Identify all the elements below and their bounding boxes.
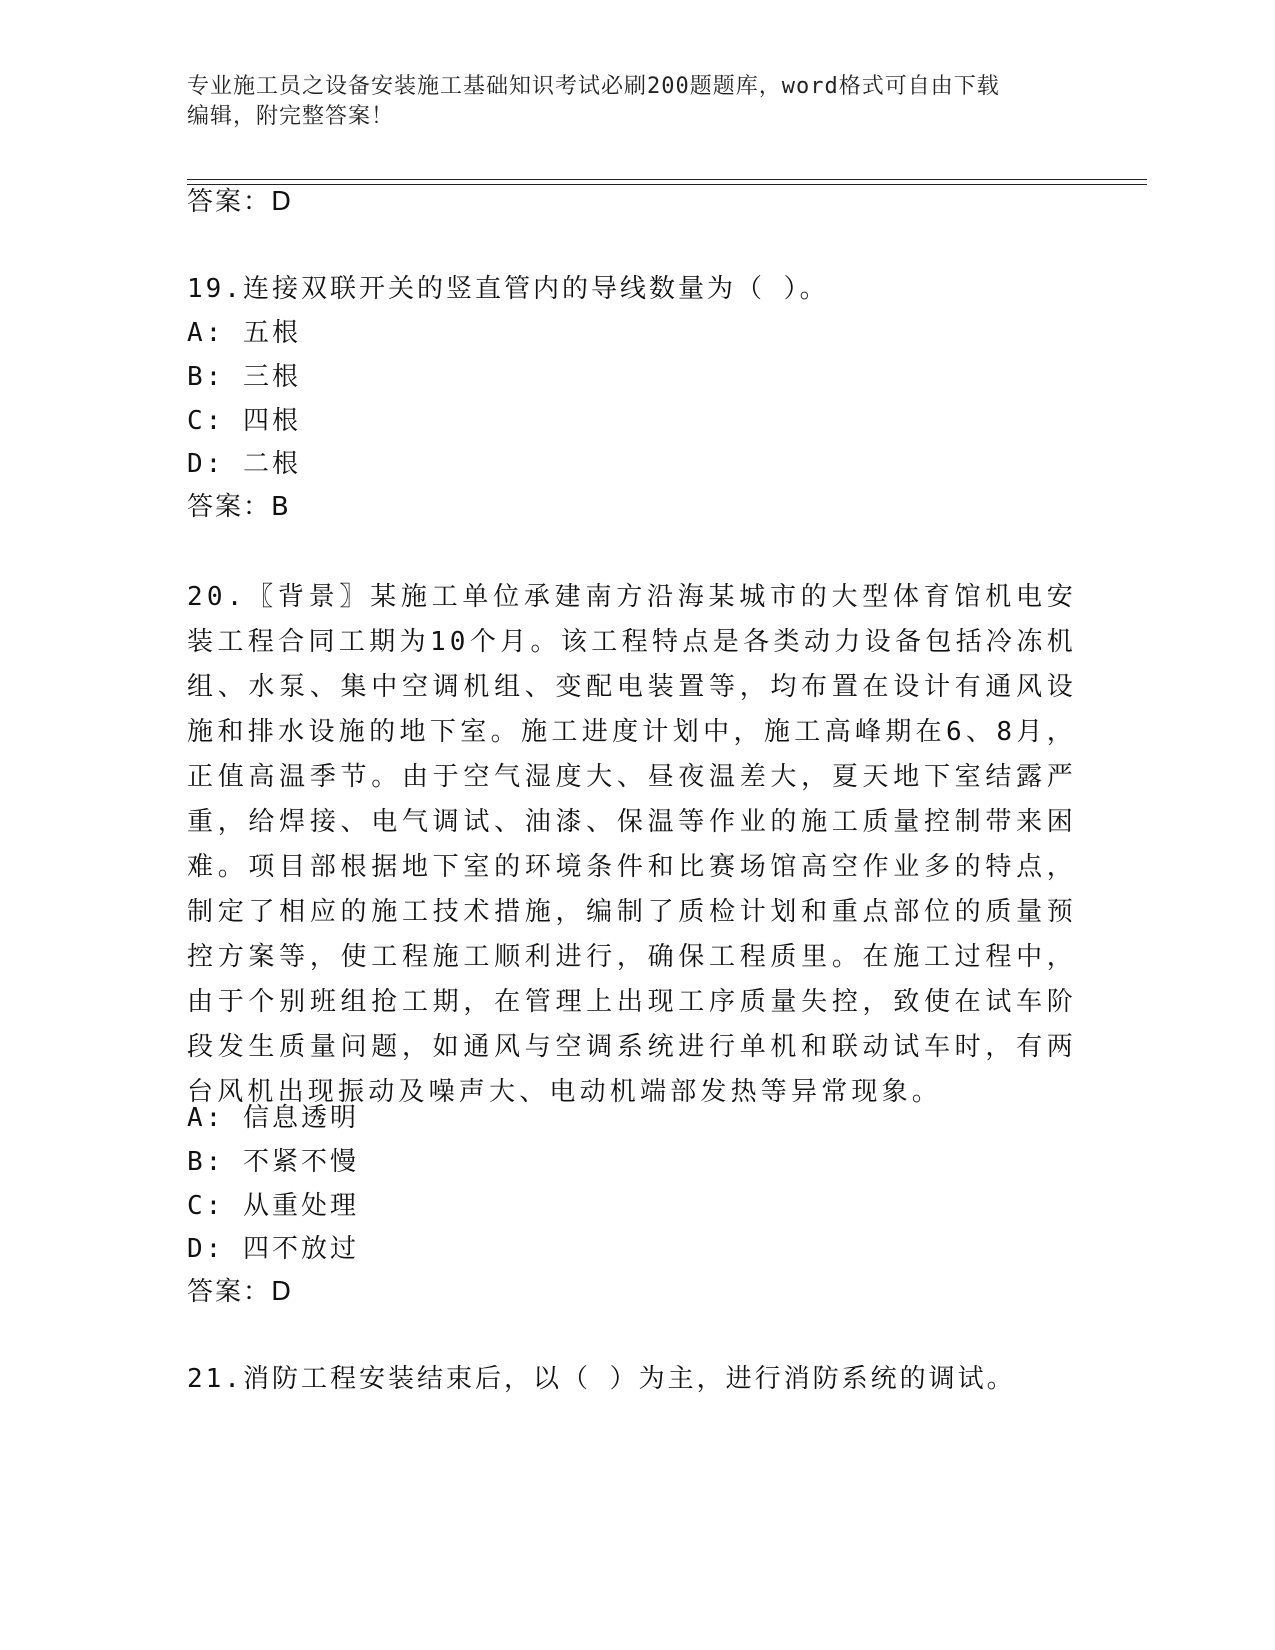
question-20: 20.〖背景〗某施工单位承建南方沿海某城市的大型体育馆机电安装工程合同工期为10个月。该工程特点是各类动力设备包括冷冻机组、水泵、集中空调机组、变配电装置等，均布置在设计有通风设施和排水设施的地下室。施工进度计划中，施工高峰期在6、8月，正值高温季节。由于空气湿度大、昼夜温差大，夏天地下室结露严重，给焊接、电气调试、油漆、保温等作业的施工质量控制带来困难。项目部根据地下室的环境条件和比赛场馆高空作业多的特点，制定了相应的施工技术措施，编制了质检计划和重点部位的质量预控方案等，使工程施工顺利进行，确保工程质里。在施工过程中，由于个别班组抢工期，在管理上出现工序质量失控，致使在试车阶段发生质量问题，如通风与空调系统进行单机和联动试车时，有两台风机出现振动及噪声大、电动机端部发热等异常现象。 — [187, 582, 1077, 1107]
q20-option-d: D: 四不放过 — [187, 1234, 359, 1264]
document-header — [187, 72, 1087, 132]
q20-option-c: C: 从重处理 — [187, 1191, 359, 1221]
q19-answer: 答案：B — [187, 492, 291, 522]
question-21: 21.消防工程安装结束后，以（ ）为主，进行消防系统的调试。 — [187, 1364, 1016, 1394]
q19-option-a: A: 五根 — [187, 318, 301, 348]
header-line-1: 专业施工员之设备安装施工基础知识考试必刷200题题库，word格式可自由下载 — [187, 74, 1000, 99]
question-19: 19.连接双联开关的竖直管内的导线数量为（ ）。 — [187, 274, 829, 304]
q20-answer: 答案：D — [187, 1277, 294, 1307]
answer-previous: 答案：D — [187, 187, 294, 217]
q20-option-b: B: 不紧不慢 — [187, 1147, 359, 1177]
header-divider-bottom — [187, 184, 1147, 185]
q19-option-d: D: 二根 — [187, 449, 301, 479]
q20-option-a: A: 信息透明 — [187, 1103, 359, 1133]
header-divider-top — [187, 179, 1147, 180]
q19-option-b: B: 三根 — [187, 362, 301, 392]
header-line-2: 编辑，附完整答案！ — [187, 104, 395, 129]
q19-option-c: C: 四根 — [187, 406, 301, 436]
